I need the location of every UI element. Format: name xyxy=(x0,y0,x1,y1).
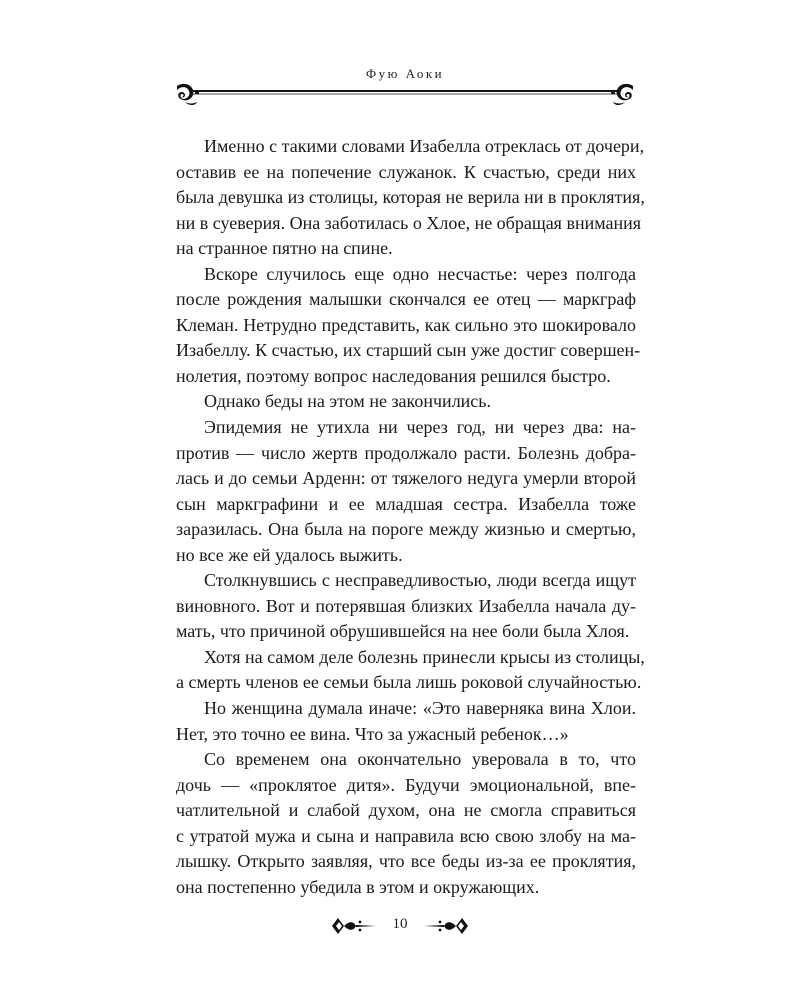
text-line: с утратой мужа и сына и направила всю свою злобу на ма- xyxy=(176,825,636,846)
text-line: оставив ее на попечение служанок. К счастью, среди них xyxy=(176,161,636,182)
text-line: а смерть членов ее семьи была лишь роковой случайностью. xyxy=(176,672,642,693)
text-line: Со временем она окончательно уверовала в то, что xyxy=(204,749,636,770)
text-line: виновного. Вот и потерявшая близких Изабелла начала ду- xyxy=(176,595,636,616)
page-footer xyxy=(330,908,470,944)
text-line: против — число жертв продолжало расти. Болезнь добра- xyxy=(176,442,636,463)
text-line: лышку. Открыто заявляя, что все беды из-за ее проклятия, xyxy=(176,851,636,872)
text-line: сын маркграфини и ее младшая сестра. Изабелла тоже xyxy=(176,493,636,514)
text-line: на странное пятно на спине. xyxy=(176,238,393,259)
text-line: чатлительной и слабой духом, она не смогла справиться xyxy=(176,800,636,821)
right-footer-ornament xyxy=(422,914,470,938)
text-line: нолетия, поэтому вопрос наследования решился быстро. xyxy=(176,365,611,386)
text-line: Однако беды на этом не закончились. xyxy=(204,391,492,412)
text-line: Именно с такими словами Изабелла отреклась от дочери, xyxy=(204,136,645,156)
text-line: ни в суеверия. Она заботилась о Хлое, не обращая внимания xyxy=(176,212,642,233)
body-text xyxy=(176,134,645,900)
text-line: дочь — «проклятое дитя». Будучи эмоциональной, впе- xyxy=(176,774,636,795)
running-header xyxy=(175,62,635,112)
text-line: мать, что причиной обрушившейся на нее боли была Хлоя. xyxy=(176,621,630,642)
text-line: заразилась. Она была на пороге между жизнью и смертью, xyxy=(176,519,636,540)
text-line: Эпидемия не утихла ни через год, ни через два: на- xyxy=(204,417,636,438)
header-author: Фую Аоки xyxy=(365,66,445,81)
text-line: Нет, это точно ее вина. Что за ужасный ребенок…» xyxy=(176,723,569,744)
text-line: она постепенно убедила в этом и окружающих. xyxy=(176,876,540,897)
text-line: Вскоре случилось еще одно несчастье: через полгода xyxy=(204,263,636,284)
header-ornamental-rule xyxy=(175,80,635,110)
text-line: Клеман. Нетрудно представить, как сильно это шокировало xyxy=(176,314,636,335)
left-flourish-ornament xyxy=(177,84,199,105)
page-number: 10 xyxy=(392,916,408,932)
text-line: лась и до семьи Арденн: от тяжелого недуга умерли второй xyxy=(176,468,636,489)
text-line: после рождения малышки скончался ее отец — маркграф xyxy=(176,289,636,310)
text-line: Хотя на самом деле болезнь принесли крысы из столицы, xyxy=(204,646,645,667)
text-line: Но женщина думала иначе: «Это наверняка вина Хлои. xyxy=(204,698,636,719)
text-line: Столкнувшись с несправедливостью, люди всегда ищут xyxy=(204,570,636,591)
right-flourish-ornament xyxy=(611,84,633,105)
text-line: была девушка из столицы, которая не верила ни в проклятия, xyxy=(176,187,645,208)
text-line: но все же ей удалось выжить. xyxy=(176,544,403,565)
text-line: Изабеллу. К счастью, их старший сын уже достиг совершен- xyxy=(176,340,641,361)
